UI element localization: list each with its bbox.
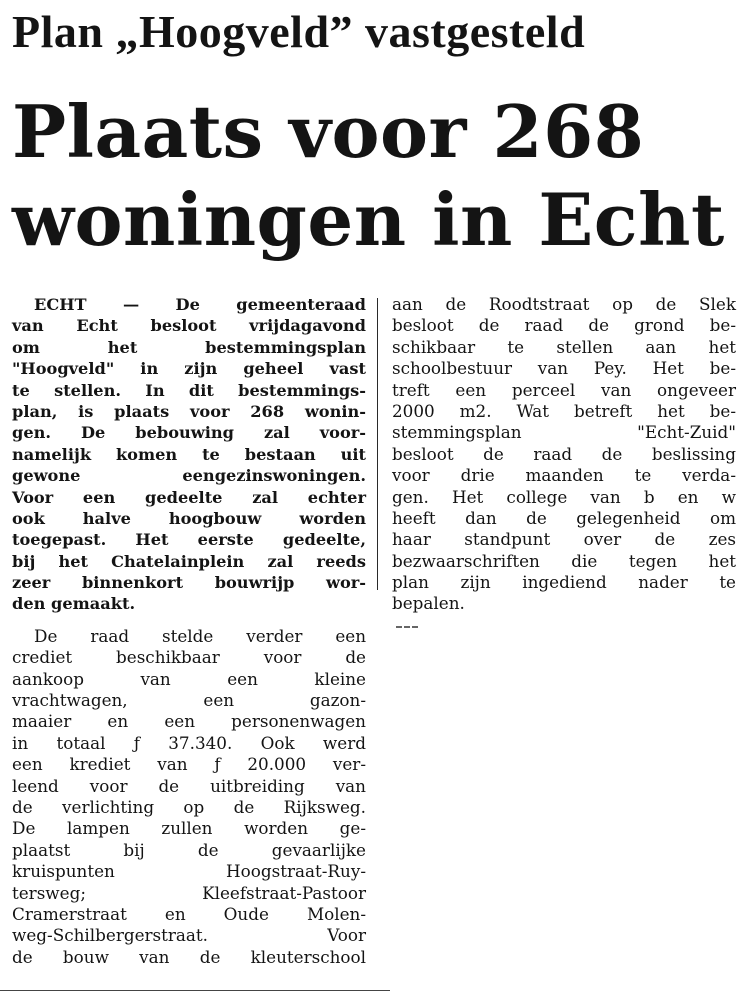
text-line: tersweg; Kleefstraat-Pastoor — [12, 882, 366, 903]
text-line: aan de Roodtstraat op de Slek — [392, 294, 736, 314]
end-mark — [396, 626, 418, 630]
text-line: kruispunten Hoogstraat-Ruy- — [12, 861, 366, 882]
lead-paragraph — [12, 294, 366, 615]
text-line: De lampen zullen worden ge- — [12, 818, 366, 839]
text-line: treft een perceel van ongeveer — [392, 379, 736, 400]
text-line: weg-Schilbergerstraat. Voor — [12, 925, 366, 946]
text-line: 2000 m2. Wat betreft het be- — [392, 400, 736, 421]
text-line: namelijk komen te bestaan uit — [12, 444, 366, 464]
text-line: te stellen. In dit bestemmings- — [12, 380, 366, 400]
text-line: besloot de raad de beslissing — [392, 443, 736, 464]
text-line: ook halve hoogbouw worden — [12, 508, 366, 528]
text-line: Cramerstraat en Oude Molen- — [12, 903, 366, 924]
text-line: "Hoogveld" in zijn geheel vast — [12, 359, 366, 379]
text-line: besloot de raad de grond be- — [392, 315, 736, 336]
kicker-heading: Plan „Hoogveld” vastgesteld — [12, 6, 586, 57]
text-line: plan zijn ingediend nader te — [392, 572, 736, 593]
text-line: vrachtwagen, een gazon- — [12, 690, 366, 711]
text-line: schoolbestuur van Pey. Het be- — [392, 358, 736, 379]
column-divider — [377, 298, 378, 590]
headline-line: Plaats voor 268 — [12, 89, 645, 174]
text-line: gen. Het college van b en w — [392, 486, 736, 507]
text-line: gen. De bebouwing zal voor- — [12, 423, 366, 443]
column-left — [12, 294, 366, 968]
column-right — [392, 294, 736, 615]
text-line: de bouw van de kleuterschool — [12, 946, 366, 967]
text-line: in totaal ƒ 37.340. Ook werd — [12, 732, 366, 753]
text-line: maaier en een personenwagen — [12, 711, 366, 732]
text-line: toegepast. Het eerste gedeelte, — [12, 530, 366, 550]
text-line: van Echt besloot vrijdagavond — [12, 316, 366, 336]
bottom-rule — [0, 990, 390, 991]
text-line: heeft dan de gelegenheid om — [392, 507, 736, 528]
text-line: een krediet van ƒ 20.000 ver- — [12, 754, 366, 775]
headline — [12, 88, 725, 264]
text-line: leend voor de uitbreiding van — [12, 775, 366, 796]
text-line: den gemaakt. — [12, 594, 136, 614]
text-line: voor drie maanden te verda- — [392, 465, 736, 486]
body-paragraph-right — [392, 294, 736, 615]
text-line: aankoop van een kleine — [12, 668, 366, 689]
text-line: De raad stelde verder een — [34, 625, 366, 646]
text-line: plaatst bij de gevaarlijke — [12, 839, 366, 860]
text-line: ECHT — De gemeenteraad — [34, 295, 366, 314]
text-line: stemmingsplan "Echt-Zuid" — [392, 422, 736, 443]
text-line: bepalen. — [392, 593, 465, 614]
text-line: Voor een gedeelte zal echter — [12, 487, 366, 507]
text-line: gewone eengezinswoningen. — [12, 466, 366, 486]
text-line: om het bestemmingsplan — [12, 337, 366, 357]
text-line: schikbaar te stellen aan het — [392, 336, 736, 357]
headline-line: woningen in Echt — [12, 177, 725, 262]
text-line: bij het Chatelainplein zal reeds — [12, 551, 366, 571]
text-line: haar standpunt over de zes — [392, 529, 736, 550]
text-line: crediet beschikbaar voor de — [12, 647, 366, 668]
text-line: de verlichting op de Rijksweg. — [12, 796, 366, 817]
text-line: zeer binnenkort bouwrijp wor- — [12, 573, 366, 593]
text-line: plan, is plaats voor 268 wonin- — [12, 401, 366, 421]
body-paragraph-left — [12, 626, 366, 968]
text-line: bezwaarschriften die tegen het — [392, 550, 736, 571]
